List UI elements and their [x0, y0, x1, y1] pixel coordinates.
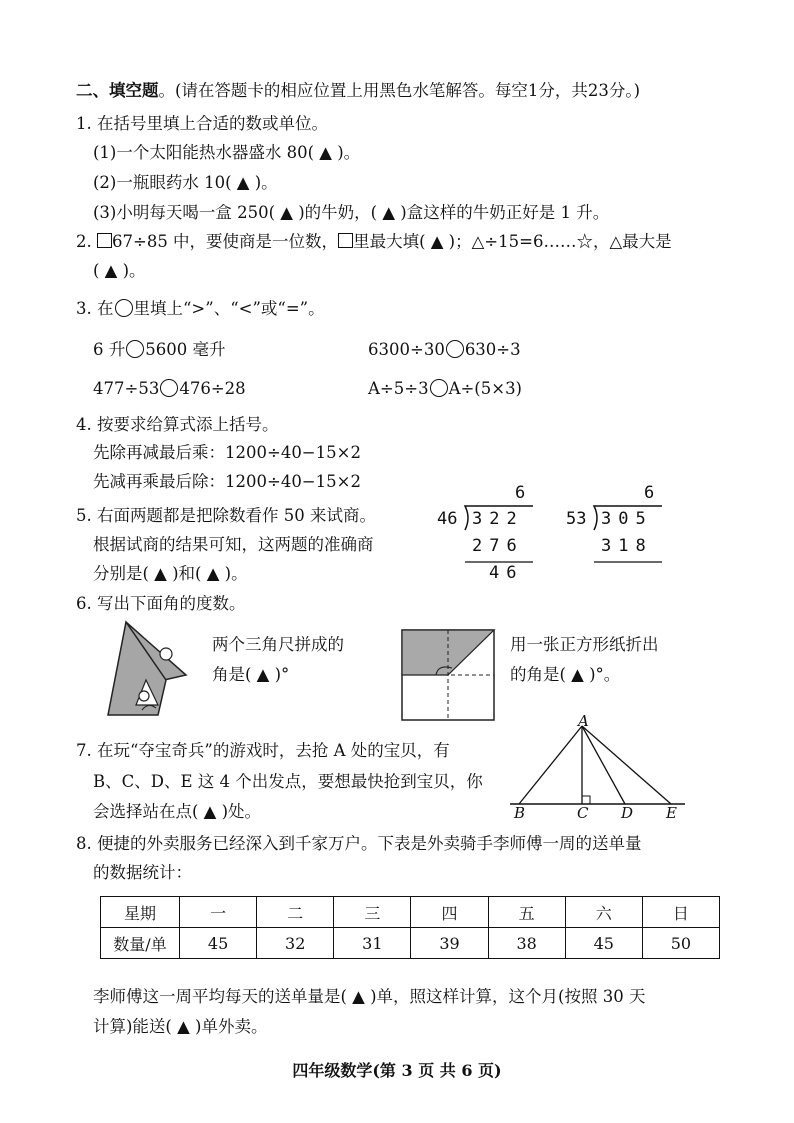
table-header-label: 星期	[101, 897, 180, 928]
division-2-bracket	[584, 500, 669, 570]
table-cell: 45	[180, 928, 257, 959]
division-2-dividend: 305	[601, 509, 653, 529]
division-1-bracket	[455, 500, 540, 570]
q5-line-1: 5. 右面两题都是把除数看作 50 来试商。	[76, 506, 376, 525]
q2-text-b: 里最大填( ▲ )；△÷15=6……☆，△最大是	[353, 232, 672, 251]
table-header-cell: 一	[180, 897, 257, 928]
division-1-product: 276	[472, 536, 524, 556]
compare-circle-icon	[160, 379, 178, 397]
q5-line-3: 分别是( ▲ )和( ▲ )。	[93, 564, 248, 583]
division-1-remainder: 46	[489, 563, 524, 583]
table-header-cell: 三	[334, 897, 411, 928]
q8-line-1: 8. 便捷的外卖服务已经深入到千家万户。下表是外卖骑手李师傅一周的送单量	[76, 834, 642, 853]
triangle-rulers-figure	[106, 620, 206, 720]
q7-line-3: 会选择站在点( ▲ )处。	[93, 802, 262, 821]
q1-part-2: (2)一瓶眼药水 10( ▲ )。	[93, 173, 278, 192]
q7-line-2: B、C、D、E 这 4 个出发点，要想最快抢到宝贝，你	[93, 772, 483, 791]
q3-item-3	[93, 378, 246, 400]
table-cell: 39	[411, 928, 488, 959]
table-header-cell: 四	[411, 897, 488, 928]
table-cell: 31	[334, 928, 411, 959]
q3-item-2-left: 6300÷30	[368, 340, 445, 359]
q4-part-1: 先除再减最后乘：1200÷40−15×2	[93, 443, 361, 462]
compare-circle-icon	[446, 340, 464, 358]
q1-stem: 1. 在括号里填上合适的数或单位。	[76, 114, 328, 133]
q3-item-3-left: 477÷53	[93, 379, 160, 398]
blank-box-icon	[338, 233, 353, 248]
q2-line-2: ( ▲ )。	[93, 261, 146, 280]
point-b-label: B	[514, 804, 526, 822]
q8-line-2: 的数据统计：	[93, 863, 192, 882]
blank-box-icon	[97, 233, 112, 248]
compare-circle-icon	[115, 299, 133, 317]
q3-stem	[76, 298, 325, 320]
page-footer: 四年级数学(第 3 页 共 6 页)	[292, 1061, 502, 1080]
q3-item-1	[93, 339, 226, 361]
q6-left-line-2: 角是( ▲ )°	[212, 665, 290, 684]
table-row	[101, 928, 720, 959]
q6-left-line-1: 两个三角尺拼成的	[212, 635, 344, 654]
q3-item-1-left: 6 升	[93, 340, 126, 359]
division-2-divisor: 53	[566, 509, 587, 529]
point-d-label: D	[621, 804, 634, 822]
q3-item-1-right: 5600 毫升	[145, 340, 226, 359]
q3-item-4-right: A÷(5×3)	[448, 379, 522, 398]
q3-item-2-right: 630÷3	[464, 340, 521, 359]
section-instruction: 。(请在答题卡的相应位置上用黑色水笔解答。每空1分，共23分。)	[158, 81, 641, 100]
division-1-dividend: 322	[472, 509, 524, 529]
q3-item-2	[368, 339, 521, 361]
table-header-cell: 五	[488, 897, 565, 928]
section-header	[76, 80, 640, 102]
q1-part-3: (3)小明每天喝一盒 250( ▲ )的牛奶，( ▲ )盒这样的牛奶正好是 1 升。	[93, 203, 610, 222]
section-title: 二、填空题	[76, 81, 159, 100]
division-1-divisor: 46	[437, 509, 458, 529]
q6-right-line-2: 的角是( ▲ )°。	[510, 665, 621, 684]
table-row-label: 数量/单	[101, 928, 180, 959]
table-header-cell: 二	[257, 897, 334, 928]
q5-line-2: 根据试商的结果可知，这两题的准确商	[93, 535, 374, 554]
table-header-row	[101, 897, 720, 928]
delivery-table	[100, 896, 720, 959]
table-header-cell: 日	[642, 897, 719, 928]
q2-number: 2.	[76, 232, 92, 251]
triangle-points-figure	[505, 712, 690, 822]
q6-stem: 6. 写出下面角的度数。	[76, 594, 246, 613]
q3-item-3-right: 476÷28	[179, 379, 246, 398]
q3-stem-b: 里填上“>”、“<”或“=”。	[133, 299, 325, 318]
q7-line-1: 7. 在玩“夺宝奇兵”的游戏时，去抢 A 处的宝贝，有	[76, 741, 450, 760]
division-1-quotient: 6	[515, 483, 533, 503]
folded-square-figure	[400, 628, 500, 723]
q2-text-a: 67÷85 中，要使商是一位数，	[112, 232, 339, 251]
table-cell: 32	[257, 928, 334, 959]
q3-item-4-left: A÷5÷3	[368, 379, 429, 398]
division-2-product: 318	[601, 536, 653, 556]
division-2-quotient: 6	[644, 483, 662, 503]
q4-part-2: 先减再乘最后除：1200÷40−15×2	[93, 472, 361, 491]
q8-after-line-1: 李师傅这一周平均每天的送单量是( ▲ )单，照这样计算，这个月(按照 30 天	[93, 987, 646, 1006]
q8-after-line-2: 计算)能送( ▲ )单外卖。	[93, 1017, 268, 1036]
q4-stem: 4. 按要求给算式添上括号。	[76, 415, 279, 434]
point-e-label: E	[666, 804, 677, 822]
table-cell: 38	[488, 928, 565, 959]
table-cell: 45	[565, 928, 642, 959]
q1-part-1: (1)一个太阳能热水器盛水 80( ▲ )。	[93, 143, 361, 162]
q3-item-4	[368, 378, 522, 400]
table-cell: 50	[642, 928, 719, 959]
table-header-cell: 六	[565, 897, 642, 928]
q6-right-line-1: 用一张正方形纸折出	[510, 635, 659, 654]
compare-circle-icon	[126, 340, 144, 358]
point-c-label: C	[577, 804, 589, 822]
q3-stem-a: 3. 在	[76, 299, 114, 318]
q2-line-1	[76, 231, 672, 253]
compare-circle-icon	[430, 379, 448, 397]
point-a-label: A	[578, 712, 589, 730]
